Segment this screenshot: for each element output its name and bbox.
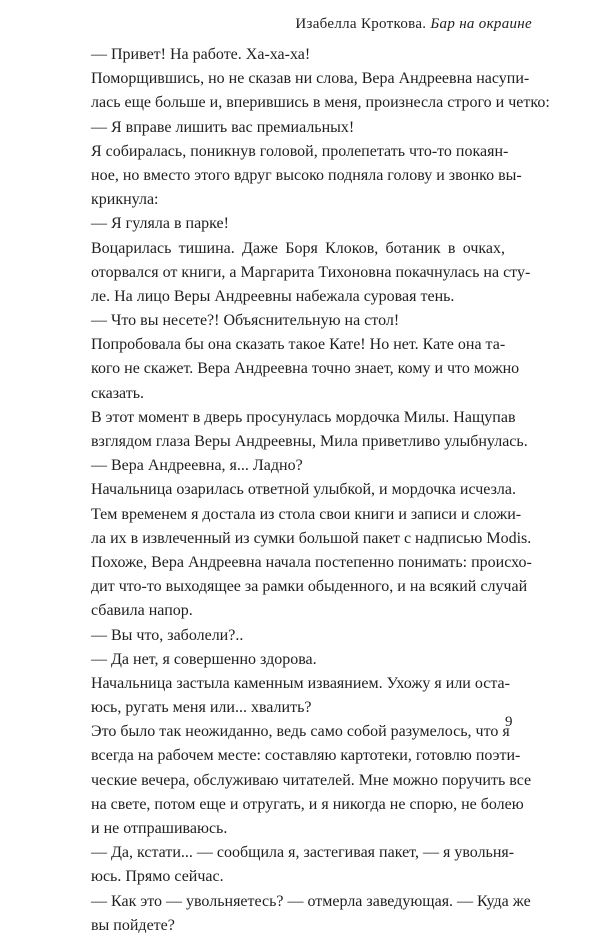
- text-line: взглядом глаза Веры Андреевны, Мила приветливо улыбнулась.: [91, 433, 528, 450]
- text-line: — Я вправе лишить вас премиальных!: [91, 118, 355, 136]
- text-line: — Вы что, заболели?..: [91, 626, 244, 644]
- text-line: Я собиралась, поникнув головой, пролепетать что-то покаян-: [91, 142, 509, 160]
- text-line: Похоже, Вера Андреевна начала постепенно понимать: происхо-: [91, 553, 532, 571]
- text-line: оторвался от книги, а Маргарита Тихоновна покачнулась на сту-: [91, 263, 531, 281]
- text-line: Начальница застыла каменным изваянием. Ухожу я или оста-: [91, 674, 510, 692]
- body-text: [91, 43, 550, 938]
- text-line: — Как это — увольняетесь? — отмерла заведующая. — Куда же: [91, 892, 531, 910]
- page-number: 9: [505, 714, 513, 730]
- text-line: ле. На лицо Веры Андреевны набежала суровая тень.: [91, 287, 455, 305]
- text-line: и не отпрашиваюсь.: [91, 820, 228, 837]
- text-line: всегда на рабочем месте: составляю картотеки, готовлю поэти-: [91, 747, 521, 765]
- text-line: дит что-то выходящее за рамки обыденного, и на всякий случай: [91, 578, 528, 596]
- text-line: Начальница озарилась ответной улыбкой, и мордочка исчезла.: [91, 481, 516, 499]
- text-line: на свете, потом еще и отругать, и я никогда не спорю, не болею: [91, 795, 524, 813]
- text-line: Попробовала бы она сказать такое Кате! Но нет. Кате она та-: [91, 336, 506, 354]
- running-header: [295, 16, 532, 33]
- header-title: Бар на окраине: [430, 16, 532, 32]
- text-line: сбавила напор.: [91, 602, 193, 620]
- text-line: В этот момент в дверь просунулась мордочка Милы. Нащупав: [91, 408, 516, 426]
- text-line: юсь. Прямо сейчас.: [91, 868, 224, 886]
- text-line: Это было так неожиданно, ведь само собой разумелось, что я: [91, 723, 510, 741]
- text-line: вы пойдете?: [91, 916, 175, 934]
- text-line: — Привет! На работе. Ха-ха-ха!: [91, 46, 311, 63]
- text-line: — Да, кстати... — сообщила я, застегивая пакет, — я увольня-: [91, 844, 515, 862]
- text-line: Тем временем я достала из стола свои книги и записи и сложи-: [91, 505, 522, 523]
- text-line: ла их в извлеченный из сумки большой пакет с надписью Modis.: [91, 529, 532, 547]
- text-line: кого не скажет. Вера Андреевна точно знает, кому и что можно: [91, 360, 520, 378]
- text-line: — Да нет, я совершенно здорова.: [91, 650, 317, 668]
- text-line: — Я гуляла в парке!: [91, 215, 229, 233]
- text-line: Поморщившись, но не сказав ни слова, Вера Андреевна насупи-: [91, 70, 530, 88]
- text-line: Воцарилась тишина. Даже Боря Клоков, ботаник в очках,: [91, 239, 505, 257]
- text-line: ное, но вместо этого вдруг высоко подняла голову и звонко вы-: [91, 166, 522, 184]
- text-line: юсь, ругать меня или... хвалить?: [91, 699, 312, 717]
- header-author: Изабелла Кроткова.: [295, 16, 427, 32]
- text-line: — Вера Андреевна, я... Ладно?: [91, 457, 303, 475]
- text-line: — Что вы несете?! Объяснительную на стол!: [91, 312, 400, 330]
- text-line: ческие вечера, обслуживаю читателей. Мне можно поручить все: [91, 771, 532, 789]
- text-line: лась еще больше и, вперившись в меня, произнесла строго и четко:: [91, 94, 550, 112]
- text-line: сказать.: [91, 384, 145, 402]
- text-line: крикнула:: [91, 191, 159, 209]
